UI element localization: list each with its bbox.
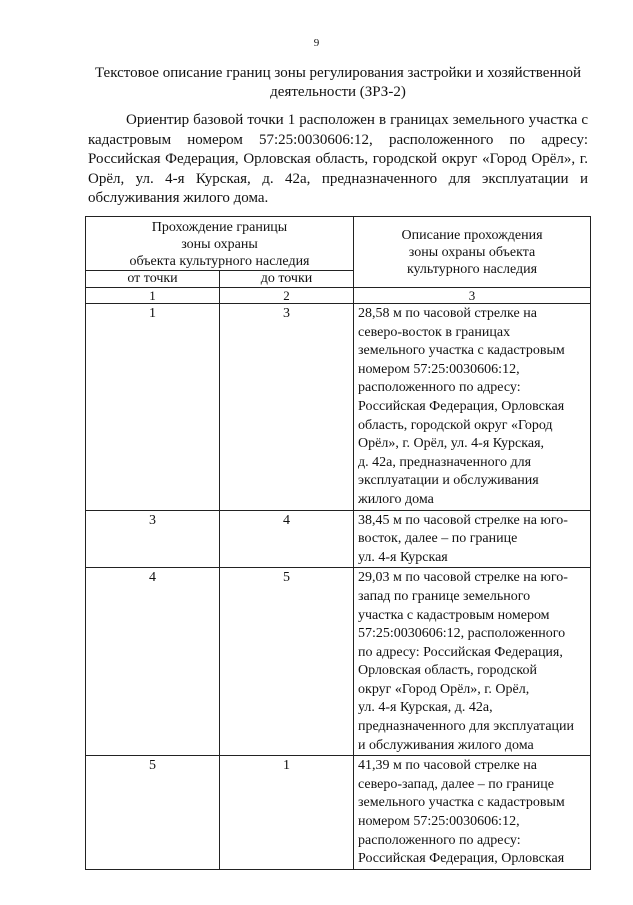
header-desc-line: культурного наследия — [406, 261, 538, 277]
column-number: 1 — [86, 288, 220, 304]
table-row — [86, 568, 591, 756]
description-line: 57:25:0030606:12, расположенного — [358, 626, 566, 642]
description-line: земельного участка с кадастровым — [358, 343, 565, 359]
to-point-cell: 4 — [220, 510, 354, 568]
description-line: Орловская область, городской — [358, 663, 538, 679]
description-cell — [354, 568, 591, 756]
table-header-row — [86, 217, 591, 271]
description-line: Орёл», г. Орёл, ул. 4-я Курская, — [358, 436, 545, 452]
header-from-point: от точки — [86, 271, 220, 288]
from-point-cell: 4 — [86, 568, 220, 756]
description-line: восток, далее – по границе — [358, 531, 518, 547]
description-line: эксплуатации и обслуживания — [358, 473, 539, 489]
header-group-line: Прохождение границы — [151, 220, 288, 235]
table-body — [86, 304, 591, 870]
header-to-point: до точки — [220, 271, 354, 288]
description-line: Российская Федерация, Орловская — [358, 851, 565, 867]
header-boundary-passage — [86, 217, 354, 271]
description-line: д. 42а, предназначенного для — [358, 454, 532, 470]
header-description — [354, 217, 591, 288]
from-point-cell: 5 — [86, 756, 220, 870]
description-line: и обслуживания жилого дома — [358, 737, 534, 753]
header-group-line: объекта культурного наследия — [129, 254, 310, 269]
boundary-table — [85, 216, 591, 870]
column-number-row — [86, 288, 591, 304]
description-line: 41,39 м по часовой стрелке на — [358, 758, 537, 774]
column-number: 3 — [354, 288, 591, 304]
description-line: 38,45 м по часовой стрелке на юго- — [358, 512, 568, 528]
header-group-line: зоны охраны — [181, 237, 258, 252]
description-line: округ «Город Орёл», г. Орёл, — [358, 681, 530, 697]
to-point-cell: 1 — [220, 756, 354, 870]
table-row — [86, 304, 591, 511]
column-number: 2 — [220, 288, 354, 304]
description-line: жилого дома — [358, 491, 434, 507]
from-point-cell: 1 — [86, 304, 220, 511]
description-line: земельного участка с кадастровым — [358, 795, 565, 811]
description-line: северо-восток в границах — [358, 324, 511, 340]
document-title: Текстовое описание границ зоны регулирования застройки и хозяйственной деятельности (ЗРЗ-2) — [94, 65, 582, 100]
from-point-cell: 3 — [86, 510, 220, 568]
description-cell — [354, 510, 591, 568]
to-point-cell: 3 — [220, 304, 354, 511]
description-line: номером 57:25:0030606:12, — [358, 814, 520, 830]
description-cell — [354, 304, 591, 511]
description-line: предназначенного для эксплуатации — [358, 719, 575, 735]
description-cell — [354, 756, 591, 870]
header-desc-line: зоны охраны объекта — [408, 244, 536, 260]
header-desc-line: Описание прохождения — [401, 227, 543, 243]
description-line: расположенного по адресу: — [358, 832, 521, 848]
description-line: 28,58 м по часовой стрелке на — [358, 306, 537, 321]
to-point-cell: 5 — [220, 568, 354, 756]
description-line: ул. 4-я Курская — [358, 549, 448, 565]
description-line: 29,03 м по часовой стрелке на юго- — [358, 570, 568, 586]
description-line: ул. 4-я Курская, д. 42а, — [358, 700, 493, 716]
table-row — [86, 756, 591, 870]
intro-paragraph: Ориентир базовой точки 1 расположен в границах земельного участка с кадастровым номером 57:25:0030606:12, расположенного по адресу: Российская Федерация, Орловская область, городской округ «Город Орёл», г. Орёл, ул. 4-я Курская, д. 42а, предназначенного для эксплуатации и обслуживания жилого дома. — [88, 112, 588, 206]
page-number: 9 — [313, 37, 320, 49]
description-line: область, городской округ «Город — [358, 417, 553, 433]
description-line: номером 57:25:0030606:12, — [358, 361, 520, 377]
description-line: северо-запад, далее – по границе — [358, 776, 554, 792]
description-line: запад по границе земельного — [358, 588, 531, 604]
description-line: Российская Федерация, Орловская — [358, 398, 565, 414]
description-line: участка с кадастровым номером — [358, 607, 550, 623]
table-row — [86, 510, 591, 568]
description-line: по адресу: Российская Федерация, — [358, 644, 563, 660]
description-line: расположенного по адресу: — [358, 380, 521, 396]
